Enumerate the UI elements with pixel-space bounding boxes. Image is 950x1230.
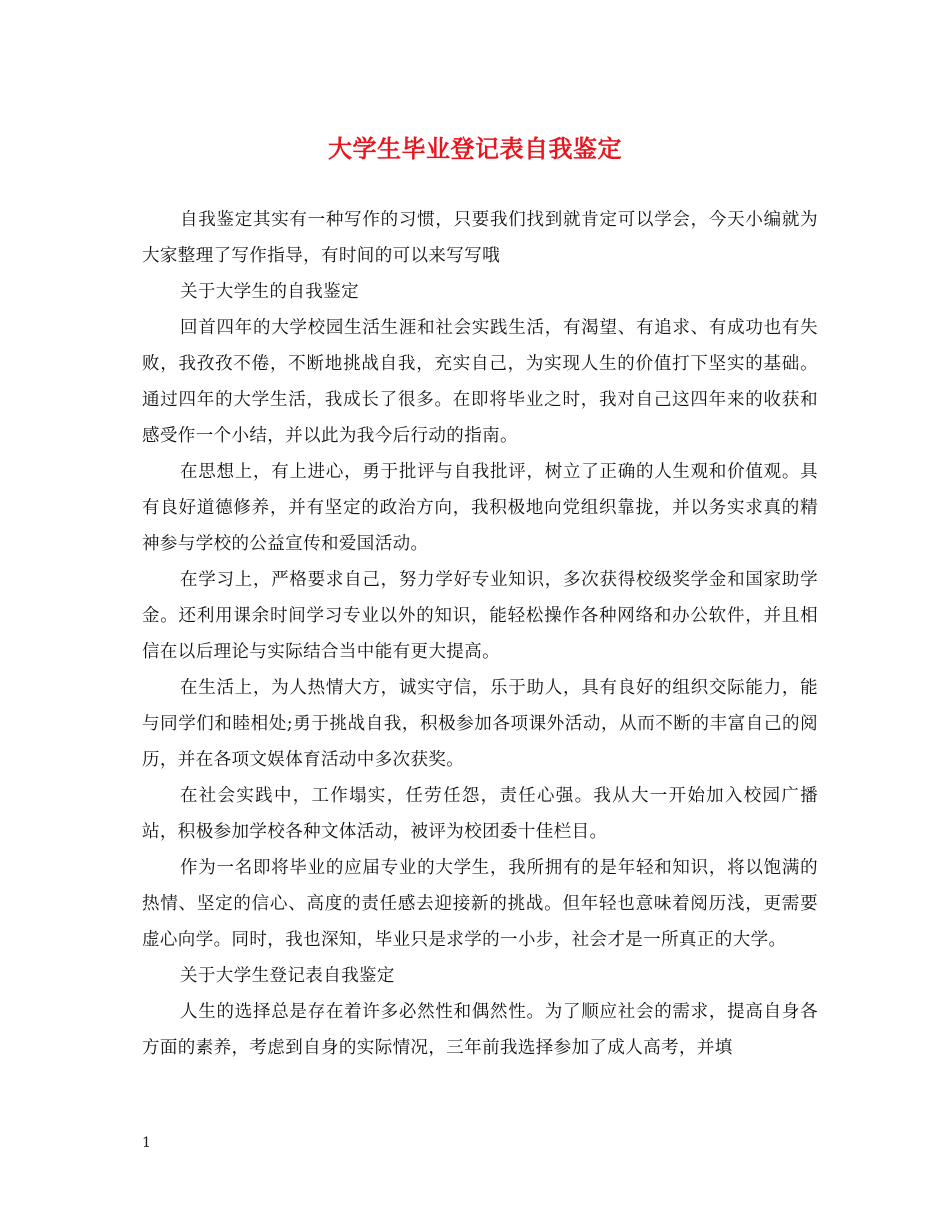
section-heading: 关于大学生的自我鉴定 xyxy=(180,282,359,302)
page-number: 1 xyxy=(142,1135,151,1151)
document-body xyxy=(142,202,818,1066)
body-paragraph: 作为一名即将毕业的应届专业的大学生，我所拥有的是年轻和知识，将以饱满的热情、坚定的信心、高度的责任感去迎接新的挑战。但年轻也意味着阅历浅，更需要虚心向学。同时，我也深知，毕业只是求学的一小步，社会才是一所真正的大学。 xyxy=(142,858,818,950)
body-paragraph: 在学习上，严格要求自己，努力学好专业知识，多次获得校级奖学金和国家助学金。还利用课余时间学习专业以外的知识，能轻松操作各种网络和办公软件，并且相信在以后理论与实际结合当中能有更大提高。 xyxy=(142,570,818,662)
intro-paragraph: 自我鉴定其实有一种写作的习惯，只要我们找到就肯定可以学会，今天小编就为大家整理了写作指导，有时间的可以来写写哦 xyxy=(142,210,818,266)
body-paragraph: 在生活上，为人热情大方，诚实守信，乐于助人，具有良好的组织交际能力，能与同学们和睦相处;勇于挑战自我，积极参加各项课外活动，从而不断的丰富自己的阅历，并在各项文娱体育活动中多次获奖。 xyxy=(142,678,818,770)
document-title: 大学生毕业登记表自我鉴定 xyxy=(328,134,622,163)
section-heading: 关于大学生登记表自我鉴定 xyxy=(180,966,395,986)
body-paragraph: 回首四年的大学校园生活生涯和社会实践生活，有渴望、有追求、有成功也有失败，我孜孜不倦，不断地挑战自我，充实自己，为实现人生的价值打下坚实的基础。通过四年的大学生活，我成长了很多。在即将毕业之时，我对自己这四年来的收获和感受作一个小结，并以此为我今后行动的指南。 xyxy=(142,318,818,446)
body-paragraph: 在思想上，有上进心，勇于批评与自我批评，树立了正确的人生观和价值观。具有良好道德修养，并有坚定的政治方向，我积极地向党组织靠拢，并以务实求真的精神参与学校的公益宣传和爱国活动。 xyxy=(142,462,818,554)
body-paragraph: 在社会实践中，工作塌实，任劳任怨，责任心强。我从大一开始加入校园广播站，积极参加学校各种文体活动，被评为校团委十佳栏目。 xyxy=(142,786,818,842)
body-paragraph: 人生的选择总是存在着许多必然性和偶然性。为了顺应社会的需求，提高自身各方面的素养，考虑到自身的实际情况，三年前我选择参加了成人高考，并填 xyxy=(142,1002,818,1058)
